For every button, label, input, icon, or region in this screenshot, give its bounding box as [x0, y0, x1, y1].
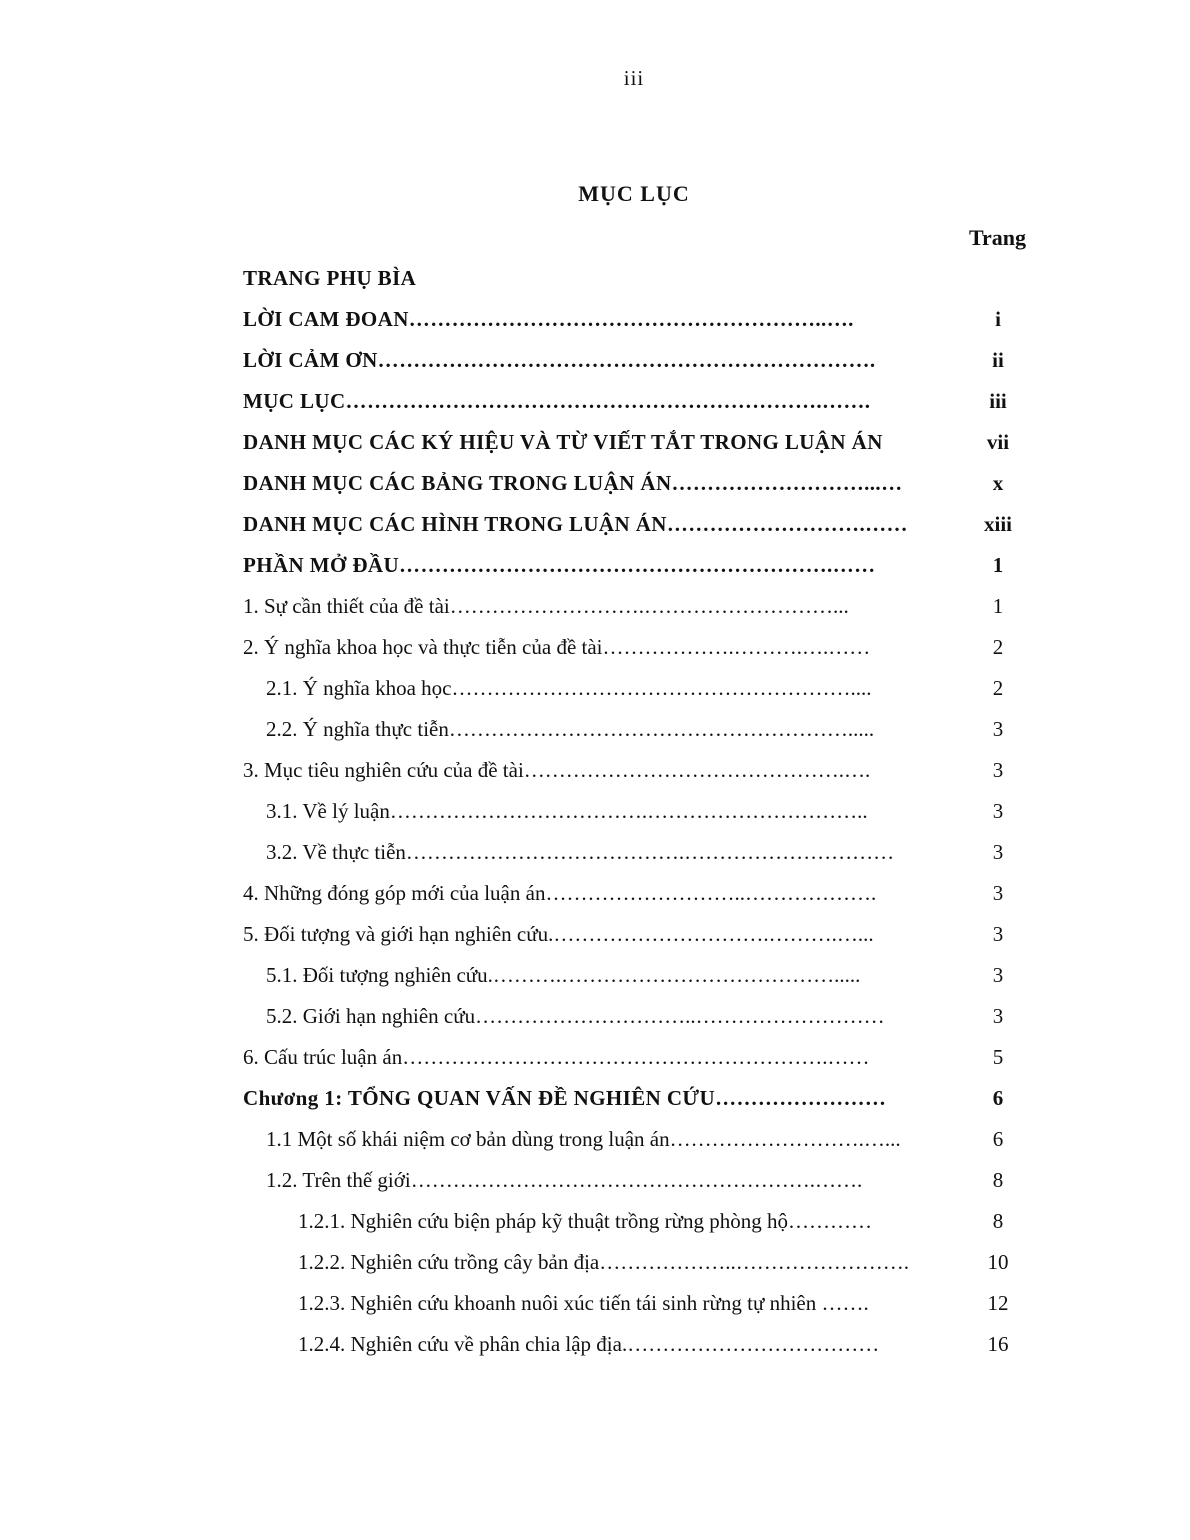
toc-entry-page: x: [992, 471, 1004, 495]
toc-entry-page: xiii: [983, 512, 1012, 536]
toc-entry-page: 1: [992, 553, 1004, 577]
toc-entry-page: 16: [987, 1332, 1009, 1356]
toc-entry[interactable]: [0, 918, 1190, 959]
toc-entry[interactable]: [0, 836, 1190, 877]
toc-entry-text: 2.1. Ý nghĩa khoa học…………………………………………………....: [266, 676, 872, 700]
toc-entry[interactable]: [0, 631, 1190, 672]
page-column-header: Trang: [968, 225, 1026, 250]
toc-entry-text: 5. Đối tượng và giới hạn nghiên cứu.………………………….……….…...: [243, 922, 874, 946]
toc-entry-page: 3: [992, 963, 1004, 987]
toc-entry-page: 3: [992, 840, 1004, 864]
toc-entry-page: iii: [989, 389, 1007, 413]
toc-list: [0, 262, 1190, 1369]
toc-entry[interactable]: [0, 877, 1190, 918]
toc-title: MỤC LỤC: [578, 181, 690, 206]
toc-entry-text: DANH MỤC CÁC HÌNH TRONG LUẬN ÁN……………………….……: [243, 512, 908, 536]
toc-entry-text: 4. Những đóng góp mới của luận án………………………..……………….: [243, 881, 877, 905]
toc-entry-text: Chương 1: TỔNG QUAN VẤN ĐỀ NGHIÊN CỨU……………………: [243, 1086, 887, 1110]
toc-entry-text: 1. Sự cần thiết của đề tài……………………….………………………...: [243, 594, 849, 618]
toc-entry-page: vii: [986, 430, 1010, 454]
toc-entry-text: 1.2.1. Nghiên cứu biện pháp kỹ thuật trồng rừng phòng hộ…………: [298, 1209, 872, 1233]
toc-entry-page: 12: [987, 1291, 1009, 1315]
toc-entry-text: 1.2.4. Nghiên cứu về phân chia lập địa.………………………………: [298, 1332, 880, 1356]
toc-entry[interactable]: [0, 1287, 1190, 1328]
toc-entry-page: 3: [992, 717, 1004, 741]
toc-entry[interactable]: [0, 590, 1190, 631]
toc-entry[interactable]: [0, 1164, 1190, 1205]
toc-entry[interactable]: [0, 385, 1190, 426]
toc-entry-page: 10: [987, 1250, 1009, 1274]
toc-entry-page: 3: [992, 799, 1004, 823]
toc-entry-text: 1.2. Trên thế giới………………………………………………….…….: [266, 1168, 863, 1192]
toc-entry[interactable]: [0, 508, 1190, 549]
toc-entry-page: i: [995, 307, 1001, 331]
toc-entry[interactable]: [0, 754, 1190, 795]
toc-entry-text: 3. Mục tiêu nghiên cứu của đề tài……………………………………….….: [243, 758, 871, 782]
toc-entry-text: MỤC LỤC………………………………………………………….…….: [243, 389, 871, 413]
toc-entry[interactable]: [0, 549, 1190, 590]
toc-entry-page: 5: [992, 1045, 1004, 1069]
toc-entry[interactable]: [0, 713, 1190, 754]
toc-entry[interactable]: [0, 467, 1190, 508]
toc-entry-text: PHẦN MỞ ĐẦU…………………………………………………….……: [243, 553, 876, 577]
toc-entry[interactable]: [0, 1205, 1190, 1246]
toc-entry[interactable]: [0, 959, 1190, 1000]
toc-entry[interactable]: [0, 1246, 1190, 1287]
toc-entry-page: 8: [992, 1209, 1004, 1233]
toc-entry[interactable]: [0, 1123, 1190, 1164]
toc-entry-page: 1: [992, 594, 1004, 618]
toc-entry-page: 3: [992, 881, 1004, 905]
toc-entry[interactable]: [0, 303, 1190, 344]
toc-entry-text: 1.2.2. Nghiên cứu trồng cây bản địa………………..…………………….: [298, 1250, 909, 1274]
toc-entry[interactable]: [0, 1000, 1190, 1041]
toc-entry-text: LỜI CAM ĐOAN…………………………………………………..….: [243, 307, 854, 331]
toc-entry-page: ii: [992, 348, 1004, 372]
page-number: iii: [623, 66, 645, 90]
toc-entry[interactable]: [0, 1041, 1190, 1082]
toc-entry-text: 1.2.3. Nghiên cứu khoanh nuôi xúc tiến tái sinh rừng tự nhiên …….: [298, 1291, 869, 1315]
toc-entry-text: DANH MỤC CÁC KÝ HIỆU VÀ TỪ VIẾT TẮT TRONG LUẬN ÁN: [243, 430, 883, 454]
toc-entry-page: 2: [992, 676, 1004, 700]
toc-entry-text: LỜI CẢM ƠN…………………………………………………………….: [243, 348, 876, 372]
toc-entry[interactable]: [0, 672, 1190, 713]
toc-entry-text: 2.2. Ý nghĩa thực tiễn………………………………………………….....: [266, 717, 875, 741]
toc-entry-page: 2: [992, 635, 1004, 659]
toc-entry-text: DANH MỤC CÁC BẢNG TRONG LUẬN ÁN………………………...…: [243, 471, 903, 495]
toc-entry-text: TRANG PHỤ BÌA: [243, 266, 417, 290]
toc-entry-page: 3: [992, 1004, 1004, 1028]
toc-entry[interactable]: [0, 344, 1190, 385]
toc-entry-text: 5.1. Đối tượng nghiên cứu.……….………………………………….....: [266, 963, 861, 987]
toc-entry[interactable]: [0, 1328, 1190, 1369]
toc-entry-page: 6: [992, 1086, 1004, 1110]
toc-entry[interactable]: [0, 1082, 1190, 1123]
toc-entry-text: 6. Cấu trúc luận án…………………………………………………….……: [243, 1045, 870, 1069]
toc-entry-page: 8: [992, 1168, 1004, 1192]
toc-entry[interactable]: [0, 262, 1190, 303]
toc-entry[interactable]: [0, 426, 1190, 467]
toc-entry-page: 6: [992, 1127, 1004, 1151]
toc-entry-text: 2. Ý nghĩa khoa học và thực tiễn của đề tài……………….……….….……: [243, 635, 871, 659]
toc-entry-text: 3.2. Về thực tiễn………………………………….…………………………: [266, 840, 895, 864]
toc-entry-text: 1.1 Một số khái niệm cơ bản dùng trong luận án……………………….…...: [266, 1127, 901, 1151]
toc-entry-page: 3: [992, 758, 1004, 782]
toc-entry-text: 3.1. Về lý luận……………………………….…………………………..: [266, 799, 868, 823]
toc-entry-text: 5.2. Giới hạn nghiên cứu…………………………..………………………: [266, 1004, 885, 1028]
toc-entry-page: 3: [992, 922, 1004, 946]
toc-entry[interactable]: [0, 795, 1190, 836]
